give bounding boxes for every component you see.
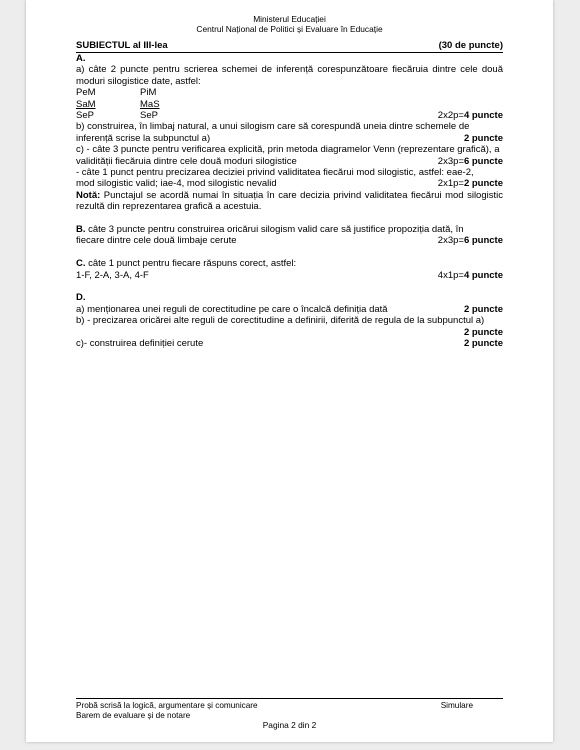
item-a-c2-score: 2x1p=2 puncte [437, 178, 503, 190]
item-a-note: Notă: Punctajul se acordă numai în situația în care decizia privind validitatea fiecărui mod silogistic rezultă din reprezentarea grafică a acestuia. [76, 189, 503, 213]
center-name: Centrul Național de Politici și Evaluare în Educație [196, 24, 383, 34]
item-a-a-score: 2x2p=4 puncte [437, 110, 503, 122]
item-a-c-score: 2x3p=6 puncte [437, 155, 503, 167]
page-number: Pagina 2 din 2 [262, 720, 317, 730]
item-b-text-1: B. câte 3 puncte pentru construirea oricărui silogism valid care să justifice propoziția dată, în [76, 224, 464, 236]
scoring-content [76, 53, 503, 350]
document-header [26, 14, 553, 34]
item-b-row: fiecare dintre cele două limbaje cerute 2x3p=6 puncte [76, 235, 503, 247]
item-a-c2-text-1: - câte 1 punct pentru precizarea deciziei privind validitatea fiecărui mod silogistic, astfel: eae-2, [76, 167, 474, 179]
syllogism-row-1: PeM PiM [76, 87, 157, 99]
item-c-score: 4x1p=4 puncte [437, 269, 503, 281]
item-d-b-text: b) - precizarea oricărei alte reguli de corectitudine a definirii, diferită de regula de la subpunctul a) [76, 315, 485, 327]
document-footer [76, 698, 503, 721]
item-c-answers: 1-F, 2-A, 3-A, 4-F [76, 269, 149, 281]
item-d-a-score: 2 puncte [463, 303, 503, 315]
item-d-label: D. [76, 292, 86, 304]
item-a-a-text: a) câte 2 puncte pentru scrierea schemei de inferență corespunzătoare fiecăruia dintre cele două moduri silogistice date, astfel: [76, 64, 503, 87]
item-d-c-score: 2 puncte [463, 338, 503, 350]
ministry-name: Ministerul Educației [253, 14, 326, 24]
item-c-row [76, 270, 503, 281]
item-c-text: C. câte 1 punct pentru fiecare răspuns corect, astfel: [76, 258, 297, 270]
item-a-b-score: 2 puncte [463, 132, 503, 144]
item-a-c-row: validității fiecăruia dintre cele două moduri silogistice 2x3p=6 puncte [76, 155, 503, 167]
footer-barem: Barem de evaluare și de notare [76, 711, 191, 720]
document-page [26, 0, 553, 742]
item-a-b-text-1: b) construirea, în limbaj natural, a unui silogism care să corespundă uneia dintre schemele de [76, 121, 470, 133]
section-title: SUBIECTUL al III-lea [76, 40, 168, 51]
syllogism-row-3: SeP SeP 2x2p=4 puncte [76, 110, 503, 122]
item-a-label: A. [76, 53, 86, 64]
item-d-b-score-row [76, 327, 503, 338]
item-a-c2-row: mod silogistic valid; iae-4, mod silogistic nevalid 2x1p=2 puncte [76, 178, 503, 190]
footer-simulation: Simulare [440, 701, 473, 710]
footer-exam-name: Probă scrisă la logică, argumentare și comunicare [76, 701, 258, 710]
section-points: (30 de puncte) [438, 40, 503, 51]
item-d-a-row: a) menționarea unei reguli de corectitudine pe care o încalcă definiția dată 2 puncte [76, 303, 503, 315]
item-d-b-score: 2 puncte [463, 326, 503, 338]
syllogism-row-2: SaM MaS [76, 98, 160, 110]
item-b-score: 2x3p=6 puncte [437, 235, 503, 247]
item-d-c-row: c)- construirea definiției cerute 2 puncte [76, 338, 503, 350]
item-a-c-text-1: c) - câte 3 puncte pentru verificarea explicită, prin metoda diagramelor Venn (reprezentare grafică), a [76, 144, 500, 156]
section-title-bar [76, 40, 503, 53]
item-a-b-row: inferență scrise la subpunctul a) 2 puncte [76, 132, 503, 144]
